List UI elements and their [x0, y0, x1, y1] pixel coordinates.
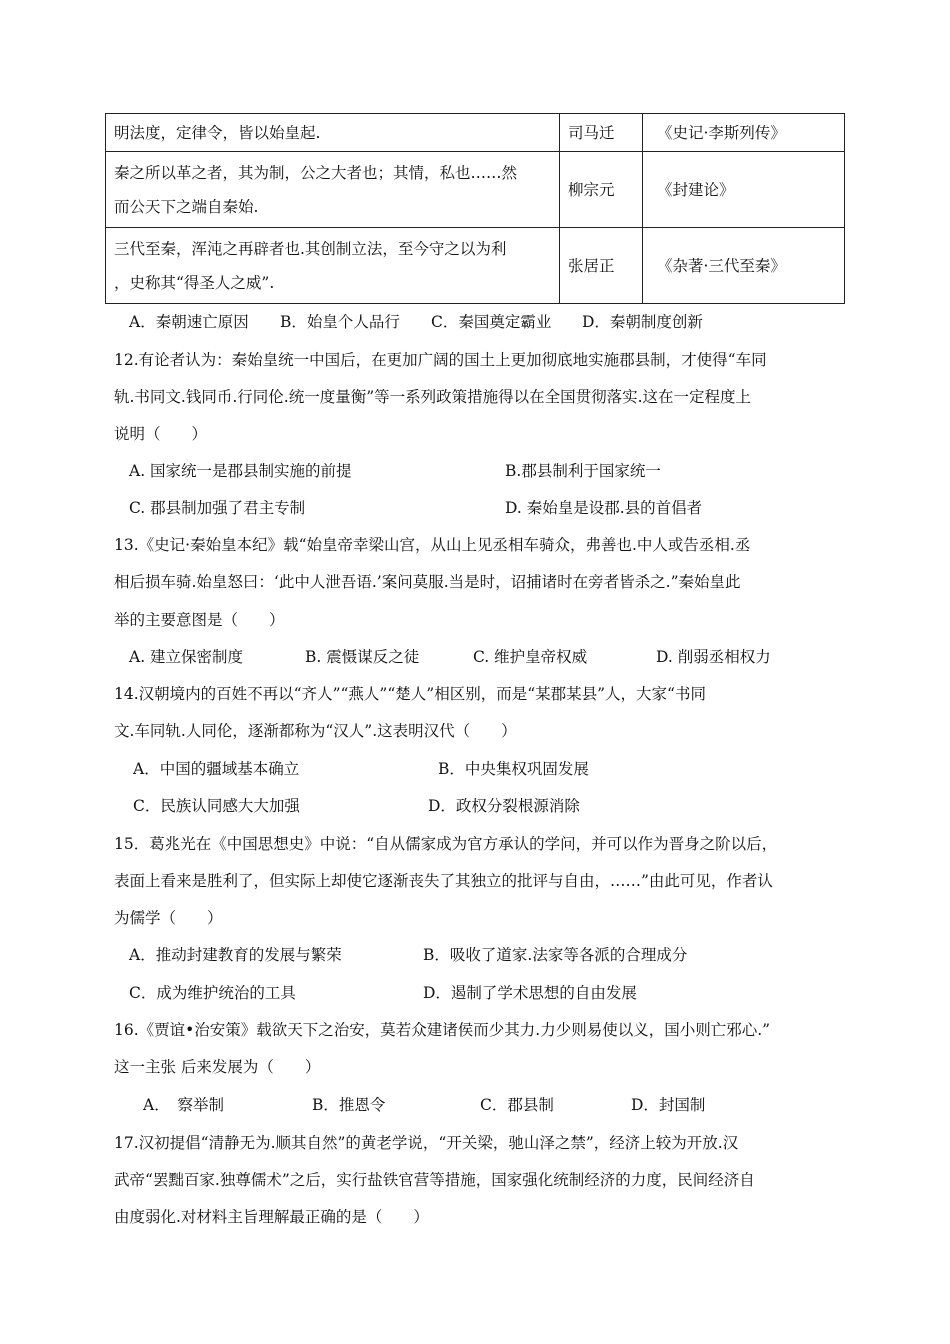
question-line: 13.《史记·秦始皇本纪》载“始皇帝幸梁山宫，从山上见丞相车骑众，弗善也.中人或告丞相.丞	[114, 536, 751, 554]
option-c: C．秦国奠定霸业	[431, 313, 552, 331]
option-a: A．秦朝速亡原因	[129, 313, 249, 331]
question-line: 举的主要意图是（ ）	[114, 611, 285, 629]
source-cell: 《史记·李斯列传》	[643, 114, 845, 152]
source-table	[105, 113, 845, 304]
option-a: A．推动封建教育的发展与繁荣	[129, 946, 342, 964]
source-cell: 《封建论》	[643, 152, 845, 228]
table-row	[106, 114, 845, 152]
author-cell: 柳宗元	[560, 152, 643, 228]
quote-cell: 明法度，定律令，皆以始皇起.	[106, 114, 560, 152]
question-line: 17.汉初提倡“清静无为.顺其自然”的黄老学说，“开关梁，驰山泽之禁”，经济上较为开放.汉	[114, 1134, 739, 1152]
option-b: B．吸收了道家.法家等各派的合理成分	[423, 946, 688, 964]
question-line: 文.车同轨.人同伦，逐渐都称为“汉人”.这表明汉代（ ）	[114, 722, 517, 740]
question-line: 16.《贾谊•治安策》载欲天下之治安，莫若众建诸侯而少其力.力少则易使以义，国小则亡邪心.”	[114, 1021, 771, 1039]
option-d: D．秦朝制度创新	[582, 313, 703, 331]
question-line: 轨.书同文.钱同币.行同伦.统一度量衡”等一系列政策措施得以在全国贯彻落实.这在一定程度上	[114, 388, 752, 406]
option-d: D．封国制	[631, 1096, 706, 1114]
question-line: 为儒学（ ）	[114, 909, 223, 927]
option-d: D．政权分裂根源消除	[428, 797, 580, 815]
option-c: C. 维护皇帝权威	[473, 648, 588, 666]
question-line: 12.有论者认为：秦始皇统一中国后，在更加广阔的国土上更加彻底地实施郡县制，才使得“车同	[114, 351, 767, 369]
author-cell: 司马迁	[560, 114, 643, 152]
option-c: C．成为维护统治的工具	[129, 984, 296, 1002]
question-line: 由度弱化.对材料主旨理解最正确的是（ ）	[114, 1208, 429, 1226]
option-d: D. 秦始皇是设郡.县的首倡者	[505, 499, 703, 517]
option-c: C. 郡县制加强了君主专制	[129, 499, 306, 517]
option-a: A. 建立保密制度	[129, 648, 244, 666]
question-line: 武帝“罢黜百家.独尊儒术”之后，实行盐铁官营等措施，国家强化统制经济的力度，民间经济自	[114, 1171, 755, 1189]
question-line: 15．葛兆光在《中国思想史》中说：“自从儒家成为官方承认的学问，并可以作为晋身之阶以后，	[114, 835, 778, 853]
question-line: 这一主张 后来发展为（ ）	[114, 1058, 321, 1076]
option-a: A． 察举制	[143, 1096, 224, 1114]
question-line: 说明（ ）	[114, 425, 208, 443]
option-a: A．中国的疆域基本确立	[133, 760, 300, 778]
option-c: C．民族认同感大大加强	[133, 797, 300, 815]
question-line: 表面上看来是胜利了，但实际上却使它逐渐丧失了其独立的批评与自由，……”由此可见，作者认	[114, 872, 773, 890]
option-b: B．始皇个人品行	[280, 313, 400, 331]
option-b: B.郡县制利于国家统一	[505, 462, 661, 480]
option-d: D. 削弱丞相权力	[656, 648, 771, 666]
author-cell: 张居正	[560, 228, 643, 304]
question-line: 14.汉朝境内的百姓不再以“齐人”“燕人”“楚人”相区别，而是“某郡某县”人，大家“书同	[114, 685, 706, 703]
quote-cell: 三代至秦，浑沌之再辟者也.其创制立法，至今守之以为利 ，史称其“得圣人之威”.	[106, 228, 560, 304]
quote-cell: 秦之所以革之者，其为制，公之大者也；其情，私也……然 而公天下之端自秦始.	[106, 152, 560, 228]
option-b: B．推恩令	[312, 1096, 386, 1114]
table-row	[106, 152, 845, 228]
question-line: 相后损车骑.始皇怒曰：‘此中人泄吾语.’案问莫服.当是时，诏捕诸时在旁者皆杀之.”秦始皇此	[114, 573, 741, 591]
option-b: B．中央集权巩固发展	[438, 760, 589, 778]
option-d: D．遏制了学术思想的自由发展	[423, 984, 637, 1002]
option-c: C．郡县制	[480, 1096, 554, 1114]
option-a: A. 国家统一是郡县制实施的前提	[129, 462, 352, 480]
table-row	[106, 228, 845, 304]
option-b: B. 震慑谋反之徒	[305, 648, 420, 666]
source-cell: 《杂著·三代至秦》	[643, 228, 845, 304]
